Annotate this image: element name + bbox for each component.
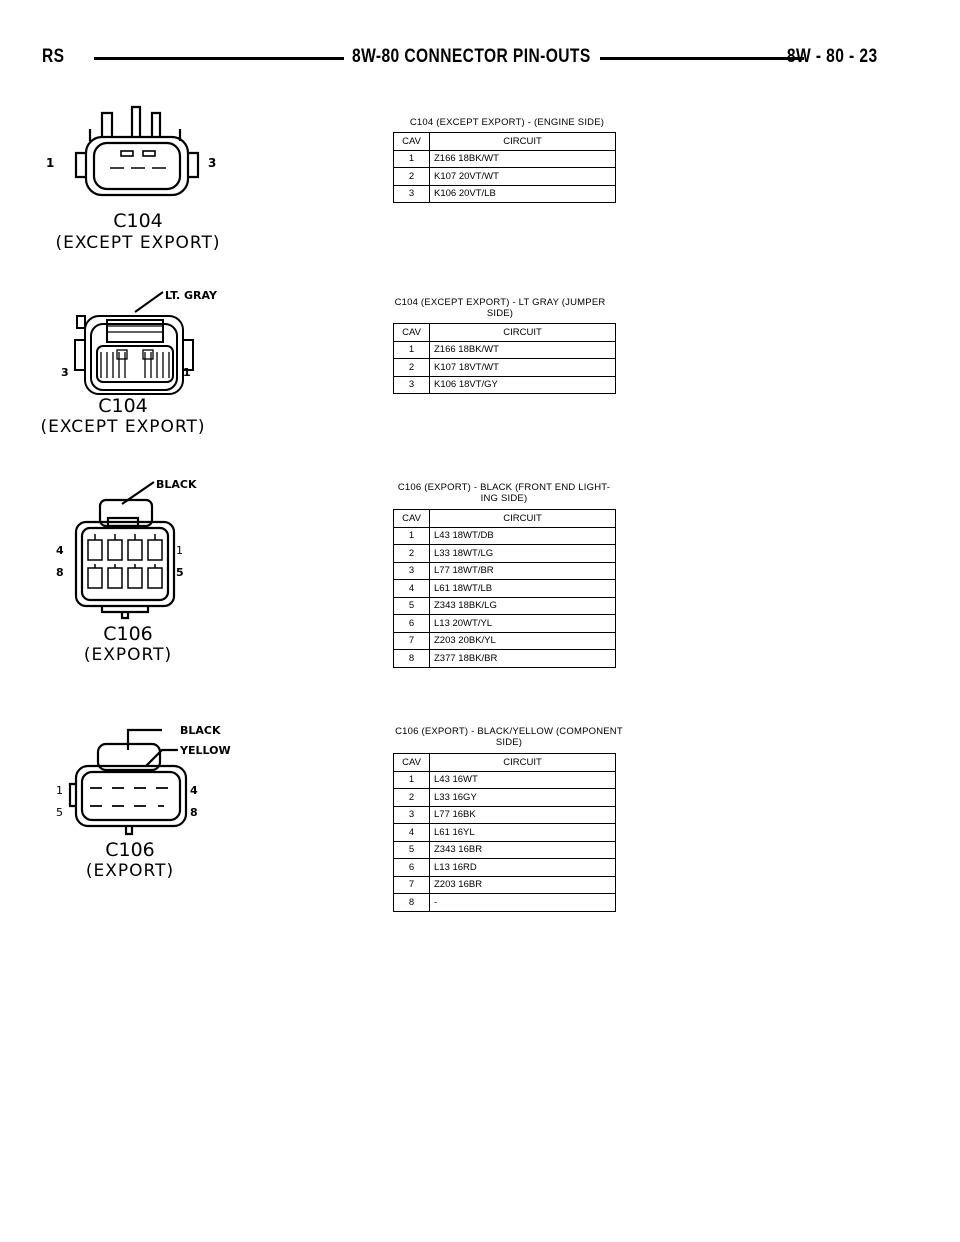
c106-lighting-side-connector-figure [50,478,270,668]
c106-component-color-label-black: BLACK [180,724,221,737]
table-row [394,824,616,842]
c104-engine-side-caption [393,117,621,128]
c106-component-pin-label-bottom-left: 5 [56,806,63,819]
cav-cell: 2 [394,359,430,377]
circuit-cell: L13 16RD [430,859,616,877]
table-row [394,527,616,545]
circuit-cell: - [430,894,616,912]
cav-cell: 2 [394,789,430,807]
circuit-cell: L43 18WT/DB [430,527,616,545]
table-row [394,632,616,650]
table-row [394,894,616,912]
circuit-cell: K107 18VT/WT [430,359,616,377]
table-row [394,168,616,186]
c106-lighting-pin-label-bottom-left: 8 [56,566,64,579]
caption-line: SIDE) [486,308,514,319]
circuit-cell: L43 16WT [430,771,616,789]
circuit-cell: L61 16YL [430,824,616,842]
caption-line: ING SIDE) [480,493,528,504]
c106-lighting-side-pinout-table [393,509,616,668]
c104-jumper-pin-label-left: 3 [61,366,69,379]
circuit-cell: L77 16BK [430,806,616,824]
c104-jumper-color-label: LT. GRAY [165,289,217,302]
column-header-circuit: CIRCUIT [430,133,616,151]
table-row [394,376,616,394]
c106-component-side-connector-figure [50,722,270,882]
c104-engine-pin-label-right: 3 [208,156,217,170]
circuit-cell: K107 20VT/WT [430,168,616,186]
c104-jumper-side-pinout-table [393,323,616,394]
cav-cell: 2 [394,168,430,186]
cav-cell: 6 [394,615,430,633]
table-row [394,615,616,633]
c106-lighting-pin-label-top-right: 1 [176,544,183,557]
table-row [394,859,616,877]
circuit-cell: L77 18WT/BR [430,562,616,580]
table-row [394,150,616,168]
circuit-cell: Z203 20BK/YL [430,632,616,650]
cav-cell: 3 [394,806,430,824]
column-header-circuit: CIRCUIT [430,324,616,342]
c104-jumper-side-caption [393,297,607,319]
cav-cell: 3 [394,376,430,394]
c104-jumper-side-connector-figure [40,289,265,440]
c104-engine-side-connector-figure [40,105,260,255]
c104-jumper-figure-subname: (EXCEPT EXPORT) [40,417,206,437]
column-header-circuit: CIRCUIT [430,754,616,772]
table-header-row [394,510,616,528]
circuit-cell: L33 16GY [430,789,616,807]
table-header-row [394,133,616,151]
caption-line: C106 (EXPORT) - BLACK/YELLOW (COMPONENT [395,726,623,737]
column-header-circuit: CIRCUIT [430,510,616,528]
cav-cell: 1 [394,341,430,359]
circuit-cell: Z203 16BR [430,876,616,894]
circuit-cell: Z343 16BR [430,841,616,859]
cav-cell: 7 [394,632,430,650]
header-page-number: 8W - 80 - 23 [787,46,878,67]
c106-component-figure-name: C106 [105,839,155,861]
table-row [394,359,616,377]
cav-cell: 1 [394,771,430,789]
c104-jumper-pin-label-right: 1 [183,366,191,379]
cav-cell: 7 [394,876,430,894]
c106-component-color-label-yellow: YELLOW [180,744,231,757]
cav-cell: 8 [394,650,430,668]
circuit-cell: L13 20WT/YL [430,615,616,633]
circuit-cell: L61 18WT/LB [430,580,616,598]
table-row [394,562,616,580]
table-row [394,545,616,563]
circuit-cell: Z166 18BK/WT [430,150,616,168]
header-rule-left [94,57,344,60]
c106-component-pin-label-top-left: 1 [56,784,63,797]
column-header-cav: CAV [394,324,430,342]
table-header-row [394,754,616,772]
cav-cell: 3 [394,562,430,580]
cav-cell: 2 [394,545,430,563]
page-header [42,46,878,72]
circuit-cell: K106 18VT/GY [430,376,616,394]
table-row [394,771,616,789]
cav-cell: 4 [394,824,430,842]
caption-line: SIDE) [495,737,523,748]
c104-engine-figure-name: C104 [113,210,163,232]
header-title: 8W-80 CONNECTOR PIN-OUTS [352,46,591,67]
cav-cell: 1 [394,150,430,168]
caption-line: C106 (EXPORT) - BLACK (FRONT END LIGHT- [397,482,611,493]
table-row [394,341,616,359]
c104-engine-side-pinout-table [393,132,616,203]
column-header-cav: CAV [394,133,430,151]
cav-cell: 4 [394,580,430,598]
c106-lighting-side-caption [393,482,615,504]
caption-line: C104 (EXCEPT EXPORT) - (ENGINE SIDE) [409,117,605,128]
table-row [394,789,616,807]
cav-cell: 3 [394,185,430,203]
c104-jumper-figure-name: C104 [98,395,148,417]
c106-component-pin-label-top-right: 4 [190,784,198,797]
c106-lighting-figure-name: C106 [103,623,153,645]
c106-lighting-pin-label-bottom-right: 5 [176,566,184,579]
c106-component-pin-label-bottom-right: 8 [190,806,198,819]
cav-cell: 1 [394,527,430,545]
table-row [394,841,616,859]
c106-lighting-figure-subname: (EXPORT) [83,645,173,665]
circuit-cell: Z166 18BK/WT [430,341,616,359]
header-rule-right [600,57,804,60]
cav-cell: 5 [394,841,430,859]
c106-component-side-pinout-table [393,753,616,912]
circuit-cell: Z377 18BK/BR [430,650,616,668]
cav-cell: 6 [394,859,430,877]
table-row [394,580,616,598]
table-row [394,650,616,668]
cav-cell: 5 [394,597,430,615]
column-header-cav: CAV [394,754,430,772]
c106-component-figure-subname: (EXPORT) [85,861,175,881]
c106-lighting-color-label: BLACK [156,478,197,491]
table-row [394,806,616,824]
table-row [394,876,616,894]
c106-lighting-pin-label-top-left: 4 [56,544,64,557]
circuit-cell: L33 18WT/LG [430,545,616,563]
c104-engine-figure-subname: (EXCEPT EXPORT) [55,233,221,253]
cav-cell: 8 [394,894,430,912]
table-row [394,597,616,615]
c106-component-side-caption [393,726,625,748]
caption-line: C104 (EXCEPT EXPORT) - LT GRAY (JUMPER [394,297,606,308]
table-header-row [394,324,616,342]
circuit-cell: K106 20VT/LB [430,185,616,203]
column-header-cav: CAV [394,510,430,528]
header-section-code: RS [42,46,65,67]
circuit-cell: Z343 18BK/LG [430,597,616,615]
table-row [394,185,616,203]
c104-engine-pin-label-left: 1 [46,156,55,170]
